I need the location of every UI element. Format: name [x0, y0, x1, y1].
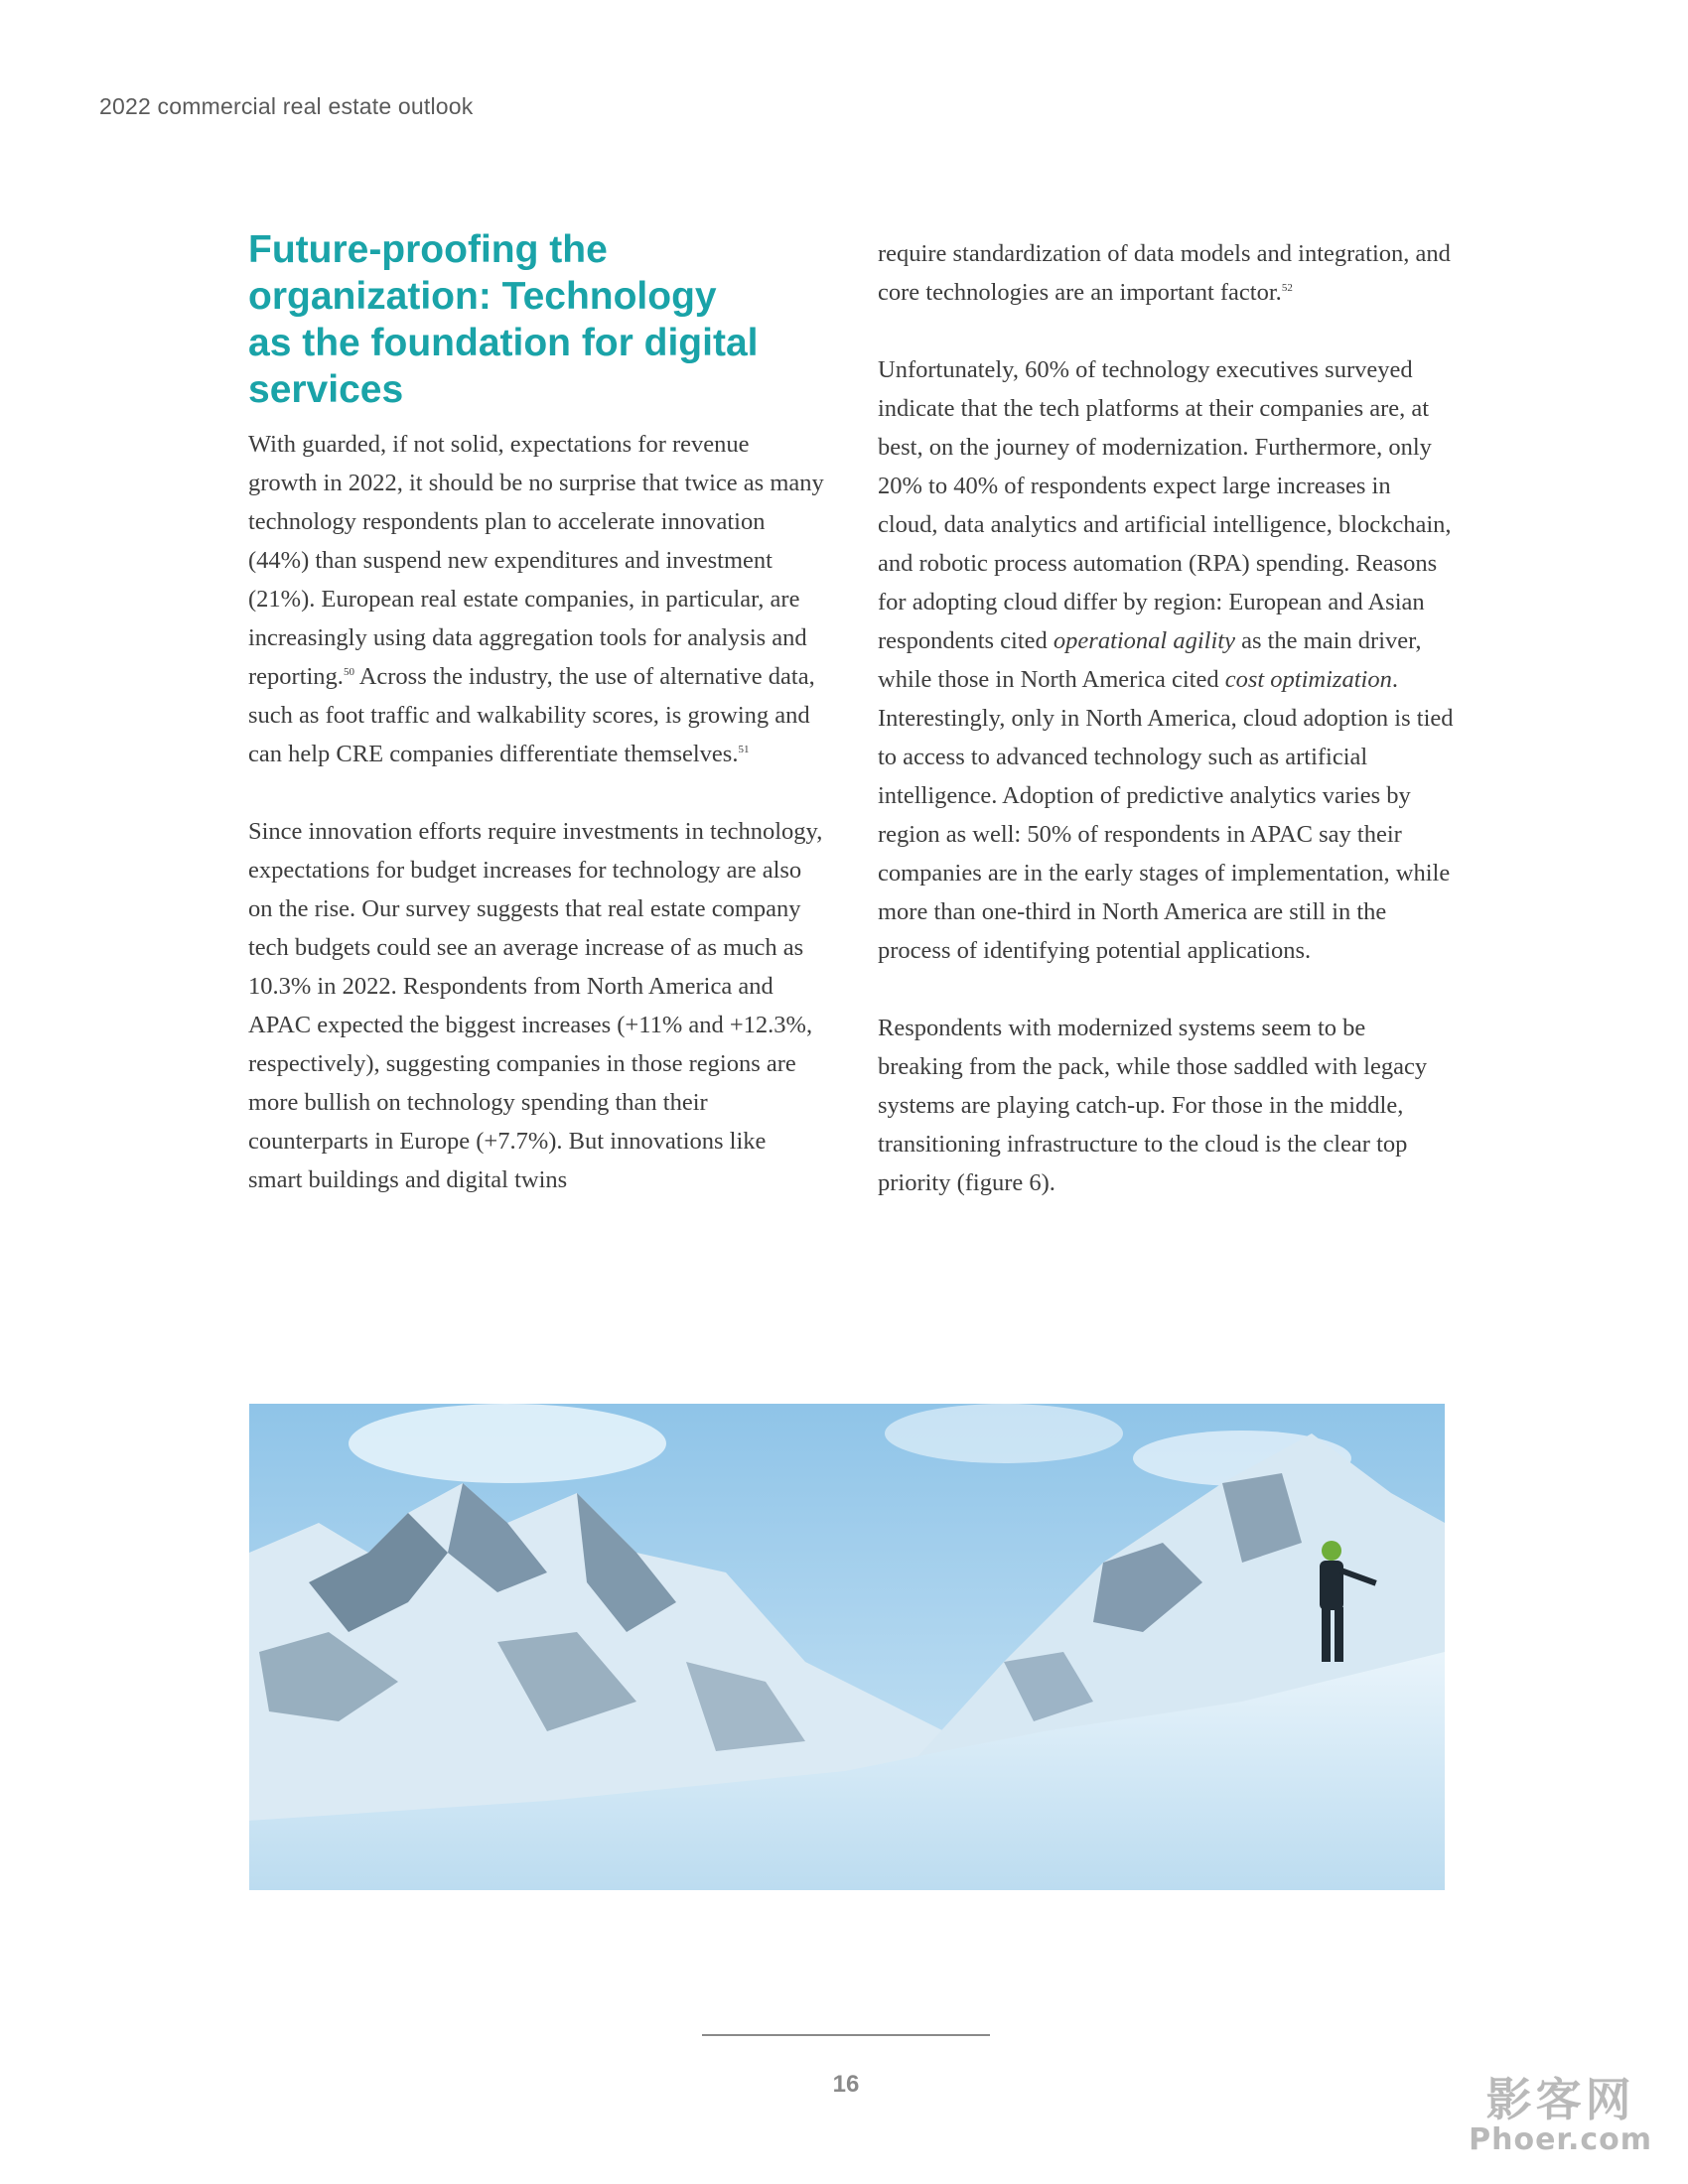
mountain-climber-photo [249, 1404, 1445, 1890]
footnote-ref-50: 50 [343, 665, 354, 678]
section-heading: Future-proofing the organization: Technology as the foundation for digital services [248, 228, 759, 411]
paragraph-text: Unfortunately, 60% of technology executives surveyed indicate that the tech platforms at their companies are, at best, on the journey of modernization. Furthermore, only 20% to 40% of respondents expect large increases in cloud, data analytics and artificial intelligence, blockchain, and robotic process automation (RPA) spending. Reasons for adopting cloud differ by region: European and Asian respondents cited [878, 356, 1452, 654]
emphasis-cost-optimization: cost optimization [1224, 666, 1392, 693]
paragraph-text: . Interestingly, only in North America, cloud adoption is tied to access to advanced technology such as artificial intelligence. Adoption of predictive analytics varies by region as well: 50% of respondents in APAC say their companies are in the early stages of implementation, while more than one-third in North America are still in the process of identifying potential applications. [878, 666, 1454, 964]
left-column [248, 226, 824, 1238]
paragraph-growth-expectations [248, 425, 824, 773]
footnote-ref-51: 51 [738, 743, 750, 755]
right-column [878, 234, 1454, 1241]
footnote-ref-52: 52 [1281, 281, 1293, 294]
footer-divider [702, 2034, 990, 2036]
paragraph-standardization [878, 234, 1454, 312]
paragraph-text: require standardization of data models and integration, and core technologies are an important factor. [878, 240, 1451, 306]
page-number: 16 [832, 2071, 860, 2098]
paragraph-tech-budgets: Since innovation efforts require investments in technology, expectations for budget increases for technology are also on the rise. Our survey suggests that real estate company tech budgets could see an average increase of as much as 10.3% in 2022. Respondents from North America and APAC expected the biggest increases (+11% and +12.3%, respectively), suggesting companies in those regions are more bullish on technology spending than their counterparts in Europe (+7.7%). But innovations like smart buildings and digital twins [248, 818, 823, 1193]
paragraph-text: Across the industry, the use of alternative data, such as foot traffic and walkability scores, is growing and can help CRE companies differentiate themselves. [248, 663, 815, 767]
watermark-logo [1469, 2075, 1652, 2156]
watermark-top-text: 影客网 [1485, 2073, 1635, 2126]
paragraph-modernized-systems: Respondents with modernized systems seem to be breaking from the pack, while those saddled with legacy systems are playing catch-up. For those in the middle, transitioning infrastructure to the cloud is the clear top priority (figure 6). [878, 1015, 1428, 1196]
paragraph-text: With guarded, if not solid, expectations for revenue growth in 2022, it should be no surprise that twice as many technology respondents plan to accelerate innovation (44%) than suspend new expenditures and investment (21%). European real estate companies, in particular, are increasingly using data aggregation tools for analysis and reporting. [248, 431, 824, 690]
running-header: 2022 commercial real estate outlook [99, 93, 474, 119]
watermark-bottom-text: Phoer.com [1469, 2122, 1652, 2157]
paragraph-text: as the main driver, while those in North America cited [878, 627, 1422, 693]
paragraph-modernization [878, 350, 1454, 970]
emphasis-operational-agility: operational agility [1053, 627, 1235, 654]
